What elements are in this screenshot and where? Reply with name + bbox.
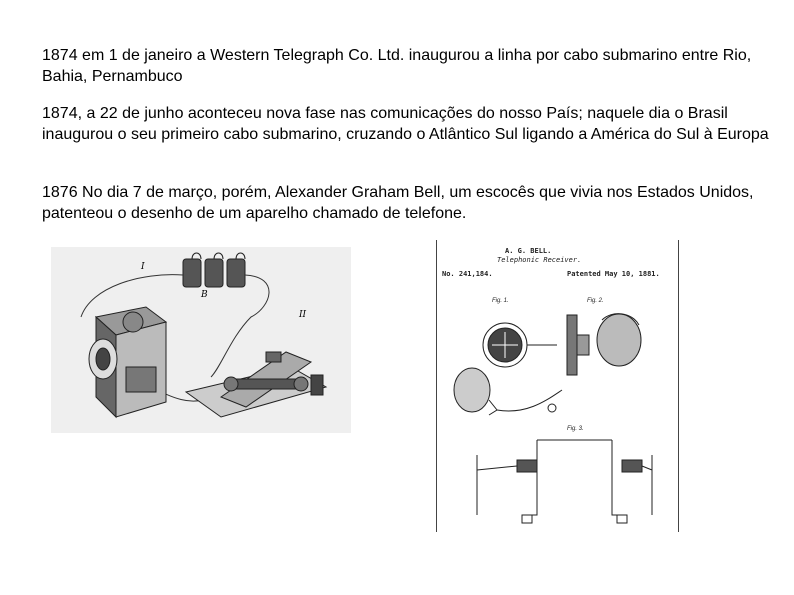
fig1-label: Fig. 1. bbox=[492, 298, 509, 304]
battery-jars bbox=[183, 253, 245, 287]
telephone-apparatus-illustration bbox=[51, 247, 351, 433]
fig3-circuit bbox=[477, 426, 652, 523]
fig3-label: Fig. 3. bbox=[567, 426, 584, 432]
paragraph-1874-june: 1874, a 22 de junho aconteceu nova fase nas comunicações do nosso País; naquele dia o Brasil inaugurou o seu primeiro cabo submarino, cruzando o Atlântico Sul ligando a América do Sul à Europa bbox=[42, 105, 769, 143]
transmitter-box bbox=[89, 307, 166, 417]
speaker-face bbox=[454, 368, 562, 415]
paragraph-1874-january: 1874 em 1 de janeiro a Western Telegraph Co. Ltd. inaugurou a linha por cabo submarino entre Rio, Bahia, Pernambuco bbox=[42, 47, 752, 85]
receiver-apparatus bbox=[186, 352, 326, 417]
paragraph-1876-bell: 1876 No dia 7 de março, porém, Alexander Graham Bell, um escocês que vivia nos Estados Unidos, patenteou o desenho de um aparelho chamado de telefone. bbox=[42, 184, 754, 222]
bell-patent-drawing bbox=[436, 240, 679, 532]
patent-inventor: A. G. BELL. bbox=[505, 247, 552, 255]
label-two: II bbox=[299, 310, 307, 320]
patent-title: Telephonic Receiver. bbox=[497, 256, 582, 264]
patent-date: Patented May 10, 1881. bbox=[567, 270, 660, 278]
label-battery: B bbox=[201, 290, 208, 300]
fig2-head-earpiece bbox=[567, 298, 641, 375]
fig1-receiver bbox=[483, 298, 557, 367]
fig2-label: Fig. 2. bbox=[587, 298, 604, 304]
patent-number: No. 241,184. bbox=[442, 270, 493, 278]
label-one: I bbox=[141, 262, 145, 272]
